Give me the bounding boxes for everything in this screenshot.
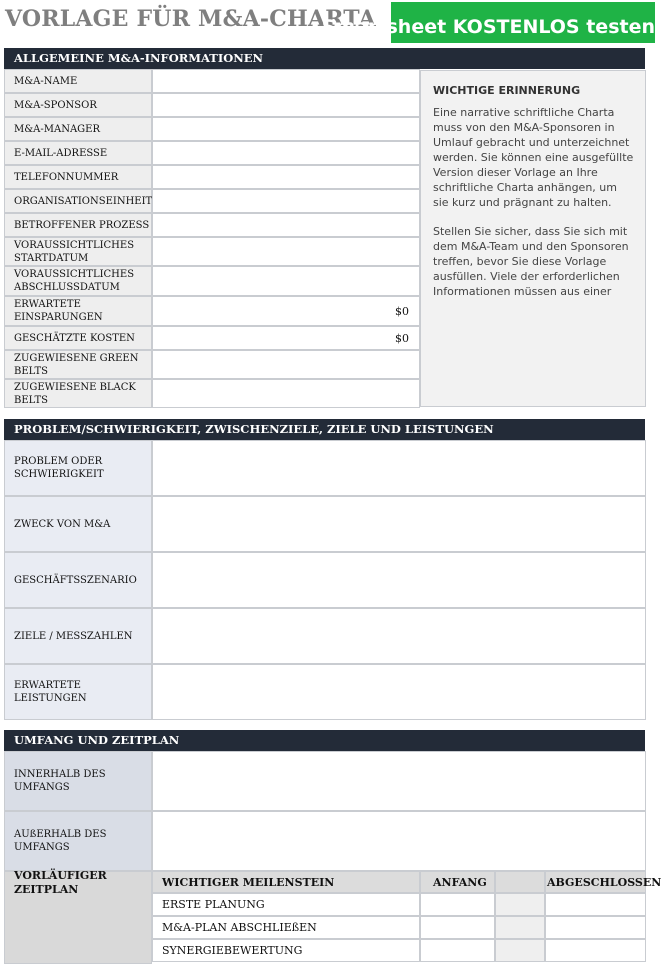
- general-row-label: M&A-SPONSOR: [4, 93, 152, 117]
- reminder-heading: WICHTIGE ERINNERUNG: [433, 84, 581, 97]
- problem-row-label: ZIELE / MESSZAHLEN: [4, 608, 152, 664]
- general-row-value[interactable]: [152, 213, 420, 237]
- problem-section-header: PROBLEM/SCHWIERIGKEIT, ZWISCHENZIELE, ZIELE UND LEISTUNGEN: [4, 419, 645, 440]
- general-row-value[interactable]: [152, 266, 420, 296]
- scope-section-header: UMFANG UND ZEITPLAN: [4, 730, 645, 751]
- milestone-spacer: [495, 916, 545, 939]
- smartsheet-trial-banner[interactable]: [321, 2, 655, 43]
- general-row-label: E-MAIL-ADRESSE: [4, 141, 152, 165]
- milestone-done[interactable]: [545, 916, 646, 939]
- milestone-done[interactable]: [545, 939, 646, 962]
- milestone-spacer: [495, 893, 545, 916]
- general-row-value[interactable]: [152, 117, 420, 141]
- general-row-label: M&A-MANAGER: [4, 117, 152, 141]
- in-scope-value[interactable]: [152, 751, 646, 811]
- general-row-value[interactable]: $0: [152, 326, 420, 350]
- schedule-label-cell: [4, 871, 152, 964]
- general-row-label: ZUGEWIESENE BLACK BELTS: [4, 379, 152, 408]
- general-row-label: ERWARTETE EINSPARUNGEN: [4, 296, 152, 326]
- general-row-label: M&A-NAME: [4, 69, 152, 93]
- spacer-col-header: [495, 871, 545, 893]
- problem-row-label: ZWECK VON M&A: [4, 496, 152, 552]
- problem-row-label: PROBLEM ODER SCHWIERIGKEIT: [4, 440, 152, 496]
- problem-row-value[interactable]: [152, 664, 646, 720]
- milestone-col-header: WICHTIGER MEILENSTEIN: [152, 871, 420, 893]
- banner-label: Smartsheet KOSTENLOS testen: [321, 16, 655, 38]
- milestone-start[interactable]: [420, 939, 495, 962]
- milestone-done[interactable]: [545, 893, 646, 916]
- milestone-spacer: [495, 939, 545, 962]
- milestone-start[interactable]: [420, 893, 495, 916]
- general-row-label: VORAUSSICHTLICHES STARTDATUM: [4, 237, 152, 266]
- in-scope-label: INNERHALB DES UMFANGS: [4, 751, 152, 811]
- general-row-label: ZUGEWIESENE GREEN BELTS: [4, 350, 152, 379]
- reminder-text-1: Eine narrative schriftliche Charta muss von den M&A-Sponsoren in Umlauf gebracht und unterzeichnet werden. Sie können eine ausgefüllte Version dieser Vorlage an Ihre schriftliche Charta anhängen, um sie kurz und prägnant zu halten.: [433, 106, 634, 209]
- problem-row-value[interactable]: [152, 496, 646, 552]
- milestone-name: M&A-PLAN ABSCHLIEßEN: [152, 916, 420, 939]
- out-scope-label: AUßERHALB DES UMFANGS: [4, 811, 152, 871]
- out-scope-value[interactable]: [152, 811, 646, 871]
- general-row-value[interactable]: [152, 69, 420, 93]
- problem-row-label: ERWARTETE LEISTUNGEN: [4, 664, 152, 720]
- problem-row-label: GESCHÄFTSSZENARIO: [4, 552, 152, 608]
- general-row-value[interactable]: [152, 165, 420, 189]
- page-title: VORLAGE FÜR M&A-CHARTA: [5, 6, 376, 32]
- general-row-label: VORAUSSICHTLICHES ABSCHLUSSDATUM: [4, 266, 152, 296]
- general-row-value[interactable]: [152, 189, 420, 213]
- general-row-label: BETROFFENER PROZESS: [4, 213, 152, 237]
- general-row-value[interactable]: [152, 379, 420, 408]
- milestone-name: ERSTE PLANUNG: [152, 893, 420, 916]
- general-row-label: GESCHÄTZTE KOSTEN: [4, 326, 152, 350]
- reminder-text-2: Stellen Sie sicher, dass Sie sich mit dem M&A-Team und den Sponsoren treffen, bevor Sie diese Vorlage ausfüllen. Viele der erforderlichen Informationen müssen aus einer: [433, 225, 629, 298]
- done-col-header: ABGESCHLOSSEN: [545, 871, 646, 893]
- general-row-label: ORGANISATIONSEINHEIT: [4, 189, 152, 213]
- schedule-label: VORLÄUFIGER ZEITPLAN: [14, 869, 107, 896]
- general-row-value[interactable]: $0: [152, 296, 420, 326]
- general-row-label: TELEFONNUMMER: [4, 165, 152, 189]
- problem-row-value[interactable]: [152, 608, 646, 664]
- general-section-header: ALLGEMEINE M&A-INFORMATIONEN: [4, 48, 645, 69]
- general-row-value[interactable]: [152, 350, 420, 379]
- start-col-header: ANFANG: [420, 871, 495, 893]
- problem-row-value[interactable]: [152, 552, 646, 608]
- milestone-start[interactable]: [420, 916, 495, 939]
- milestone-name: SYNERGIEBEWERTUNG: [152, 939, 420, 962]
- reminder-box: [420, 70, 646, 407]
- general-row-value[interactable]: [152, 237, 420, 266]
- problem-row-value[interactable]: [152, 440, 646, 496]
- general-row-value[interactable]: [152, 141, 420, 165]
- general-row-value[interactable]: [152, 93, 420, 117]
